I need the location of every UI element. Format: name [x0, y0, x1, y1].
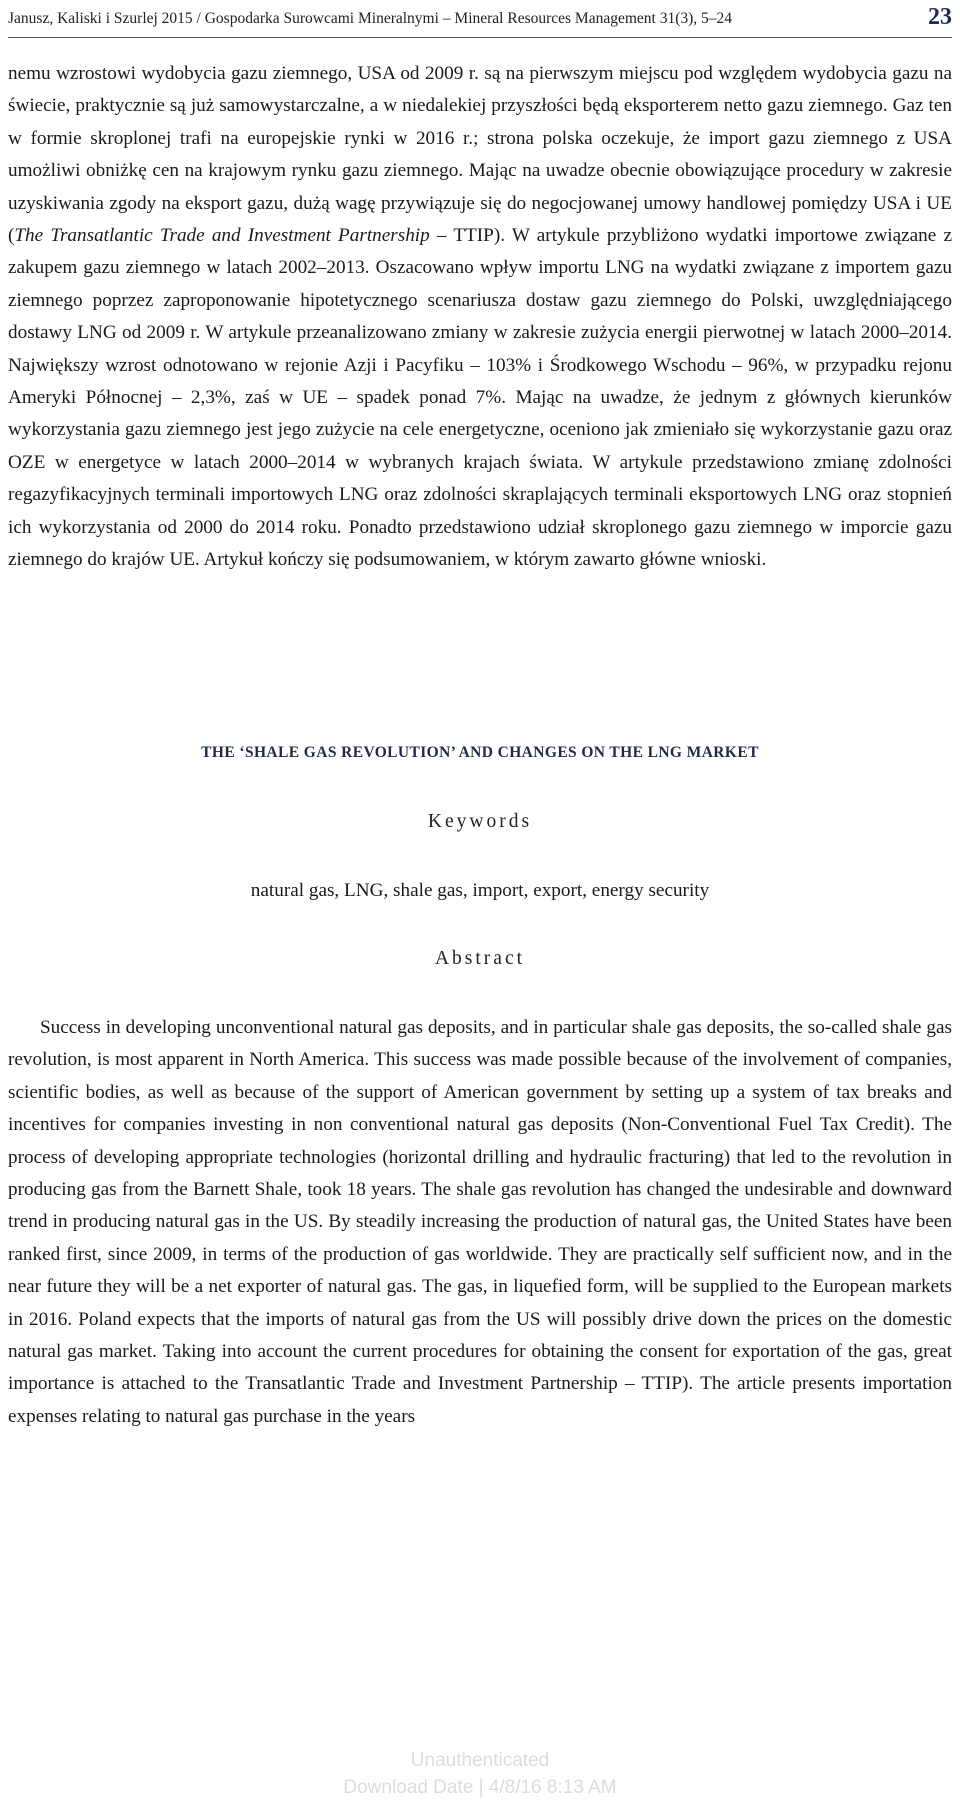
polish-text-part2: – TTIP). W artykule przybliżono wydatki importowe związane z zakupem gazu ziemnego w latach 2002–2013. Oszacowano wpływ importu LNG na wydatki związane z importem gazu ziemnego poprzez zaproponowanie hipotetycznego scenariusza dostaw gazu ziemnego do Polski, uwzględniającego dostawy LNG od 2009 r. W artykule przeanalizowano zmiany w zakresie zużycia energii pierwotnej w latach 2000–2014. Największy wzrost odnotowano w rejonie Azji i Pacyfiku – 103% i Środkowego Wschodu – 96%, w przypadku rejonu Ameryki Północnej – 2,3%, zaś w UE – spadek ponad 7%. Mając na uwadze, że jednym z głównych kierunków wykorzystania gazu ziemnego jest jego zużycie na cele energetyczne, oceniono jak zmieniało się wykorzystanie gazu oraz OZE w energetyce w latach 2000–2014 w wybranych krajach świata. W artykule przedstawiono zmianę zdolności regazyfikacyjnych terminali importowych LNG oraz zdolności skraplających terminali eksportowych LNG oraz stopnień ich wykorzystania od 2000 do 2014 roku. Ponadto przedstawiono udział skroplonego gazu ziemnego w imporcie gazu ziemnego do krajów UE. Artykuł kończy się podsumowaniem, w którym zawarto główne wnioski. — [8, 225, 952, 571]
watermark-line-1: Unauthenticated — [410, 1750, 550, 1771]
keywords-heading: Keywords — [427, 811, 533, 832]
english-abstract — [8, 1012, 952, 1433]
english-article-title: THE ‘SHALE GAS REVOLUTION’ AND CHANGES ON THE LNG MARKET — [201, 744, 759, 761]
header-divider — [8, 37, 952, 38]
polish-text-part1: nemu wzrostowi wydobycia gazu ziemnego, USA od 2009 r. są na pierwszym miejscu pod względem wydobycia gazu na świecie, praktycznie są już samowystarczalne, a w niedalekiej przyszłości będą eksporterem netto gazu ziemnego. Gaz ten w formie skroplonej trafi na europejskie rynki w 2016 r.; strona polska oczekuje, że import gazu ziemnego z USA umożliwi obniżkę cen na krajowym rynku gazu ziemnego. Mając na uwadze obecnie obowiązujące procedury w zakresie uzyskiwania zgody na eksport gazu, dużą wagę przywiązuje się do negocjowanej umowy handlowej pomiędzy USA i UE ( — [8, 63, 952, 247]
abstract-paragraph: Success in developing unconventional natural gas deposits, and in particular shale gas deposits, the so-called shale gas revolution, is most apparent in North America. This success was made possible because of the involvement of companies, scientific bodies, as well as because of the support of American government by setting up a system of tax breaks and incentives for companies investing in non conventional natural gas deposits (Non-Conventional Fuel Tax Credit). The process of developing appropriate technologies (horizontal drilling and hydraulic fracturing) that led to the revolution in producing gas from the Barnett Shale, took 18 years. The shale gas revolution has changed the undesirable and downward trend in producing natural gas in the US. By steadily increasing the production of natural gas, the United States have been ranked first, since 2009, in terms of the production of gas worldwide. They are practically self sufficient now, and in the near future they will be a net exporter of natural gas. The gas, in liquefied form, will be supplied to the European markets in 2016. Poland expects that the imports of natural gas from the US will possibly drive down the prices on the domestic natural gas market. Taking into account the current procedures for obtaining the consent for exportation of the gas, great importance is attached to the Transatlantic Trade and Investment Partnership – TTIP). The article presents importation expenses relating to natural gas purchase in the years — [8, 1017, 952, 1427]
running-header — [8, 4, 952, 38]
abstract-heading: Abstract — [434, 948, 526, 969]
keywords-list: natural gas, LNG, shale gas, import, export, energy security — [250, 880, 710, 901]
watermark-line-2: Download Date | 4/8/16 8:13 AM — [343, 1777, 617, 1798]
polish-text-italic-title: The Transatlantic Trade and Investment Partnership — [14, 225, 430, 247]
polish-abstract-continuation — [8, 58, 952, 577]
running-title: Janusz, Kaliski i Szurlej 2015 / Gospodarka Surowcami Mineralnymi – Mineral Resources Management 31(3), 5–24 — [8, 10, 733, 27]
page-number: 23 — [928, 4, 952, 30]
polish-paragraph — [8, 58, 952, 577]
